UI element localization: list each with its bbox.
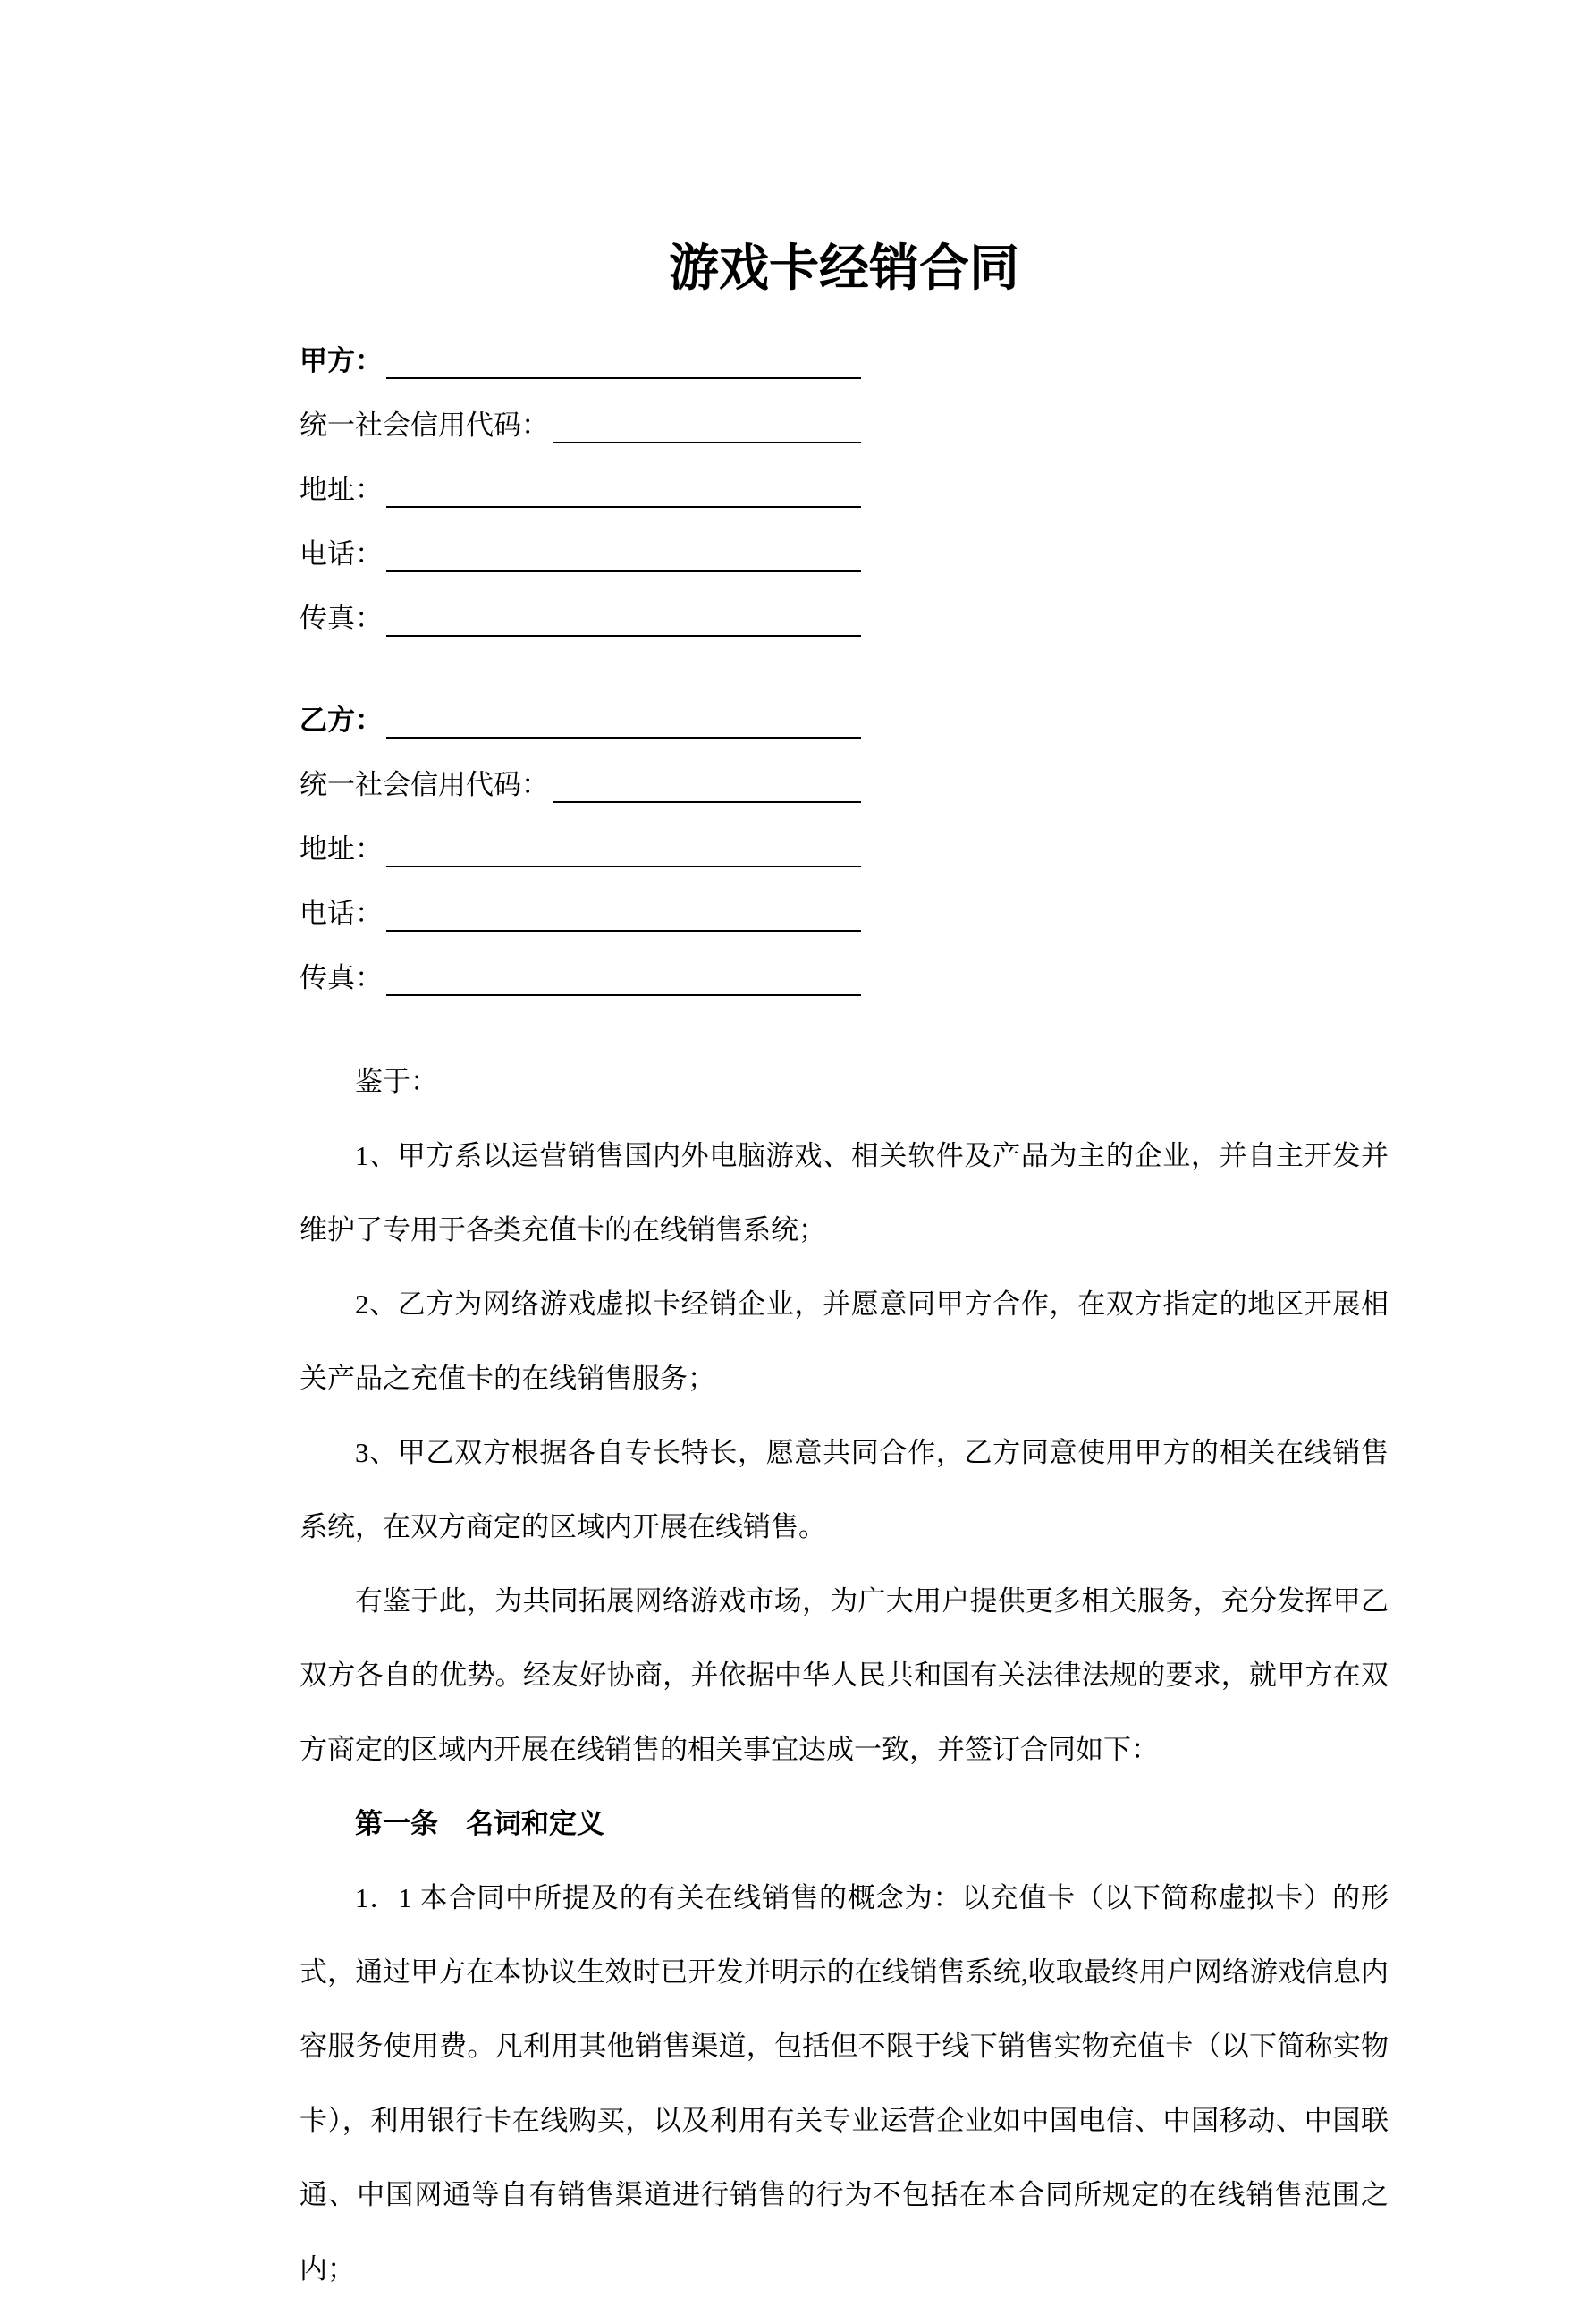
clause-1-1: 1．1 本合同中所提及的有关在线销售的概念为：以充值卡（以下简称虚拟卡）的形式，通过甲方在本协议生效时已开发并明示的在线销售系统,收取最终用户网络游戏信息内容服务使用费。凡利用其他销售渠道，包括但不限于线下销售实物充值卡（以下简称实物卡），利用银行卡在线购买，以及利用有关专业运营企业如中国电信、中国移动、中国联通、中国网通等自有销售渠道进行销售的行为不包括在本合同所规定的在线销售范围之内； — [300, 1882, 1389, 2285]
party-a-address-blank — [386, 497, 861, 508]
fax-label: 传真： — [300, 603, 383, 634]
recital-item-1: 1、甲方系以运营销售国内外电脑游戏、相关软件及产品为主的企业，并自主开发并维护了专用于各类充值卡的在线销售系统； — [300, 1140, 1389, 1246]
phone-label: 电话： — [300, 898, 383, 929]
party-b-phone-blank — [386, 921, 861, 932]
recital-item-2: 2、乙方为网络游戏虚拟卡经销企业，并愿意同甲方合作，在双方指定的地区开展相关产品之充值卡的在线销售服务； — [300, 1288, 1389, 1394]
phone-label: 电话： — [300, 538, 383, 570]
recital-closing: 有鉴于此，为共同拓展网络游戏市场，为广大用户提供更多相关服务，充分发挥甲乙双方各自的优势。经友好协商，并依据中华人民共和国有关法律法规的要求，就甲方在双方商定的区域内开展在线销售的相关事宜达成一致，并签订合同如下： — [300, 1585, 1389, 1765]
party-a-label: 甲方： — [300, 345, 383, 376]
party-b-section — [300, 674, 1389, 996]
party-a-name-row — [300, 315, 861, 379]
party-b-fax-row — [300, 932, 861, 996]
party-b-name-blank — [386, 728, 861, 739]
party-a-credit-code-row — [300, 379, 861, 443]
recitals-heading: 鉴于： — [355, 1066, 438, 1097]
section-1-heading: 第一条 名词和定义 — [355, 1808, 604, 1839]
party-b-label: 乙方： — [300, 705, 383, 736]
party-b-address-blank — [386, 857, 861, 867]
credit-code-label: 统一社会信用代码： — [300, 410, 549, 441]
party-b-credit-code-row — [300, 739, 861, 803]
party-a-phone-blank — [386, 562, 861, 572]
party-a-phone-row — [300, 508, 861, 572]
fax-label: 传真： — [300, 962, 383, 993]
party-b-credit-code-blank — [553, 792, 861, 803]
party-a-credit-code-blank — [553, 433, 861, 443]
address-label: 地址： — [300, 474, 383, 505]
party-b-address-row — [300, 803, 861, 867]
section-1 — [300, 1787, 1389, 2306]
address-label: 地址： — [300, 833, 383, 865]
party-a-section — [300, 315, 1389, 637]
party-a-fax-row — [300, 572, 861, 637]
party-a-name-blank — [386, 368, 861, 379]
party-b-phone-row — [300, 867, 861, 932]
recital-item-3: 3、甲乙双方根据各自专长特长，愿意共同合作，乙方同意使用甲方的相关在线销售系统，在双方商定的区域内开展在线销售。 — [300, 1437, 1389, 1542]
party-b-name-row — [300, 674, 861, 739]
party-b-fax-blank — [386, 985, 861, 996]
party-a-fax-blank — [386, 626, 861, 637]
credit-code-label: 统一社会信用代码： — [300, 769, 549, 800]
document-title: 游戏卡经销合同 — [669, 240, 1019, 296]
recitals-section — [300, 1044, 1389, 1787]
party-a-address-row — [300, 443, 861, 508]
